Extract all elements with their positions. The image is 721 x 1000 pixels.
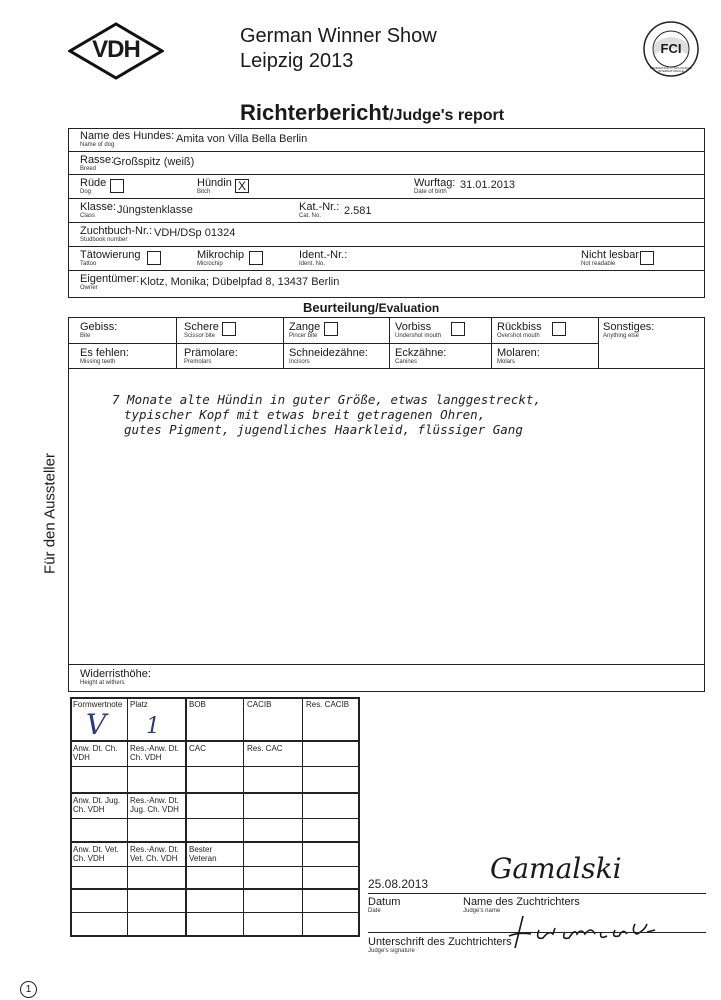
female-checkbox[interactable]: X (235, 179, 249, 193)
anw-dt-vet-ch: Anw. Dt. Vet. Ch. VDH (73, 845, 119, 863)
dog-name-value: Amita von Villa Bella Berlin (176, 133, 308, 145)
vdh-logo-text: VDH (92, 36, 140, 63)
dob-label: Wurftag: Date of birth (414, 177, 456, 195)
page-number: 1 (20, 981, 37, 998)
best-veteran: Bester Veteran (189, 845, 217, 863)
evaluation-text (106, 392, 541, 437)
male-label: Rüde Dog (80, 177, 107, 195)
anw-dt-jug-ch: Anw. Dt. Jug. Ch. VDH (73, 796, 121, 814)
pincer-label: Zange Pincer bite (289, 321, 321, 339)
anw-dt-ch: Anw. Dt. Ch. VDH (73, 744, 118, 762)
microchip-checkbox[interactable] (249, 251, 263, 265)
event-title (240, 24, 437, 74)
owner-value: Klotz, Monika; Dübelpfad 8, 13437 Berlin (140, 276, 340, 288)
evaluation-text-line2: typischer Kopf mit etwas breit getragenen Ohren, (124, 407, 486, 422)
grade-header-platz: Platz (130, 700, 148, 709)
studbook-label: Zuchtbuch-Nr.: Studbook number (80, 225, 153, 243)
class-value: Jüngstenklasse (117, 204, 193, 216)
grade-header-cacib: CACIB (247, 700, 272, 709)
report-title-de: Richterbericht (240, 100, 390, 125)
evaluation-box (68, 317, 705, 692)
grade-header-formwert: Formwertnote (73, 700, 123, 709)
female-label: Hündin Bitch (197, 177, 232, 195)
undershot-label: Vorbiss Undershot mouth (395, 321, 442, 339)
molars-label: Molaren: Molars (497, 347, 540, 365)
evaluation-title: Beurteilung/Evaluation (303, 300, 440, 315)
evaluation-text-line1: 7 Monate alte Hündin in guter Größe, etwas langgestreckt, (112, 392, 541, 407)
judge-name-handwritten: Gamalski (490, 852, 622, 885)
tattoo-checkbox[interactable] (147, 251, 161, 265)
signature-label: Unterschrift des Zuchtrichters Judge's signature (368, 936, 512, 954)
res-cac: Res. CAC (247, 744, 283, 753)
formwert-value: V (86, 708, 107, 741)
evaluation-text-line3: gutes Pigment, jugendliches Haarkleid, flüssiger Gang (124, 422, 523, 437)
res-anw-dt-ch: Res.-Anw. Dt. Ch. VDH (130, 744, 179, 762)
judge-name-label: Name des Zuchtrichters Judge's name (463, 896, 580, 914)
bite-label: Gebiss: Bite (80, 321, 118, 339)
vdh-logo (68, 22, 164, 80)
platz-value: 1 (146, 714, 160, 739)
dog-name-label: Name des Hundes: Name of dog (80, 130, 175, 148)
not-readable-checkbox[interactable] (640, 251, 654, 265)
breed-value: Großspitz (weiß) (113, 156, 195, 168)
cat-label: Kat.-Nr.: Cat. No. (299, 201, 340, 219)
judge-signature (505, 910, 665, 950)
scissor-label: Schere Scissor bite (184, 321, 219, 339)
grade-header-bob: BOB (189, 700, 206, 709)
overshot-label: Rückbiss Overshot mouth (497, 321, 542, 339)
dob-value: 31.01.2013 (460, 179, 516, 191)
event-title-line2: Leipzig 2013 (240, 50, 354, 72)
cac: CAC (189, 744, 206, 753)
tattoo-label: Tätowierung Tattoo (80, 249, 141, 267)
grade-header-res-cacib: Res. CACIB (306, 700, 350, 709)
male-checkbox[interactable] (110, 179, 124, 193)
grades-grid (70, 697, 360, 937)
res-anw-dt-jug-ch: Res.-Anw. Dt. Jug. Ch. VDH (130, 796, 179, 814)
fci-logo (642, 20, 700, 78)
ident-label: Ident.-Nr.: Ident. No. (299, 249, 348, 267)
studbook-value: VDH/DSp 01324 (154, 227, 236, 239)
missing-teeth-label: Es fehlen: Missing teeth (80, 347, 129, 365)
canines-label: Eckzähne: Canines (395, 347, 447, 365)
date-label: Datum Date (368, 896, 401, 914)
pincer-checkbox[interactable] (324, 322, 338, 336)
report-title-en: /Judge's report (389, 107, 505, 124)
event-title-line1: German Winner Show (240, 25, 437, 47)
class-label: Klasse: Class (80, 201, 117, 219)
breed-label: Rasse: Breed (80, 154, 115, 172)
fci-ring-text: FEDERATION CYNOLOGIQUE INTERNATIONALE (649, 66, 693, 73)
overshot-checkbox[interactable] (552, 322, 566, 336)
not-readable-label: Nicht lesbar Not readable (581, 249, 640, 267)
undershot-checkbox[interactable] (451, 322, 465, 336)
owner-label: Eigentümer: Owner (80, 273, 140, 291)
other-label: Sonstiges: Anything else (603, 321, 655, 339)
microchip-label: Mikrochip Microchip (197, 249, 245, 267)
fci-logo-text: FCI (660, 41, 682, 56)
exhibitor-side-label: Für den Aussteller (41, 453, 59, 574)
incisors-label: Schneidezähne: Incisors (289, 347, 368, 365)
height-withers-label: Widerristhöhe: Height at withers (80, 668, 151, 686)
premolars-label: Prämolare: Premolars (184, 347, 238, 365)
scissor-checkbox[interactable] (222, 322, 236, 336)
date-value: 25.08.2013 (368, 877, 429, 891)
res-anw-dt-vet-ch: Res.-Anw. Dt. Vet. Ch. VDH (130, 845, 179, 863)
report-title (240, 100, 504, 126)
cat-value: 2.581 (344, 205, 372, 217)
